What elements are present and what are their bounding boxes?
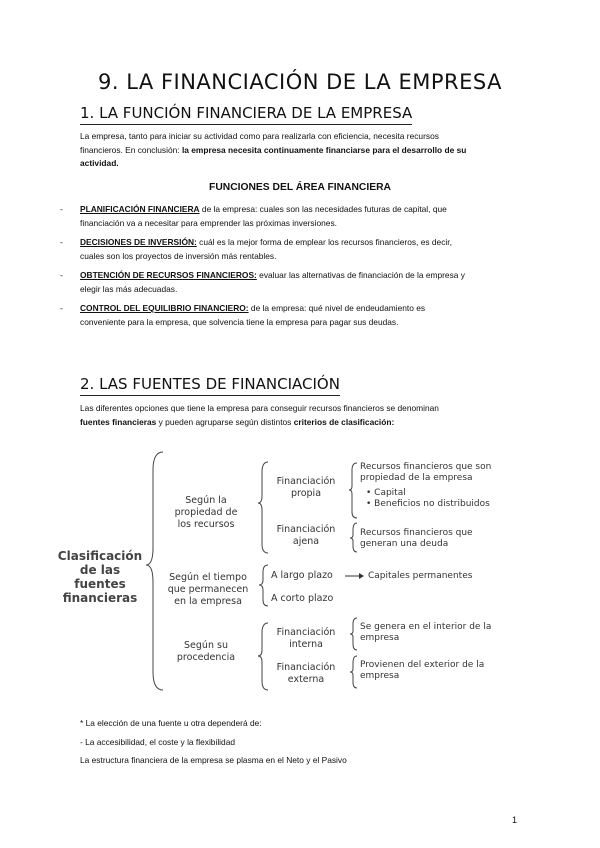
diagram-root: Clasificación de las fuentes financieras bbox=[57, 549, 143, 605]
type-largo-plazo: A largo plazo bbox=[271, 570, 333, 581]
desc-externa: Provienen del exterior de la empresa bbox=[360, 660, 485, 681]
section2-heading: 2. LAS FUENTES DE FINANCIACIÓN bbox=[80, 375, 340, 393]
intro-line: financieros. En conclusión: la empresa necesita continuamente financiarse para el desarrollo de su bbox=[80, 144, 467, 155]
functions-subheading: FUNCIONES DEL ÁREA FINANCIERA bbox=[209, 182, 391, 193]
brace-procedencia bbox=[258, 623, 268, 690]
criterion-tiempo: Según el tiempo que permanecen en la empresa bbox=[167, 572, 249, 607]
section1-heading: 1. LA FUNCIÓN FINANCIERA DE LA EMPRESA bbox=[80, 104, 412, 122]
arrow-largo-plazo bbox=[345, 573, 364, 579]
function-item: - OBTENCIÓN DE RECURSOS FINANCIEROS: evaluar las alternativas de financiación de la empresa y elegir las más adecuadas. bbox=[60, 270, 465, 294]
intro-line: actividad. bbox=[80, 158, 119, 168]
type-propia: Financiación propia bbox=[276, 476, 336, 499]
brace-externa bbox=[350, 656, 357, 688]
bullet-item: • Beneficios no distribuidos bbox=[366, 499, 490, 509]
function-item: - CONTROL DEL EQUILIBRIO FINANCIERO: de la empresa: qué nivel de endeudamiento es conveniente para la empresa, que solvencia tiene la empresa para pagar sus deudas. bbox=[60, 303, 426, 327]
note-line: La estructura financiera de la empresa se plasma en el Neto y el Pasivo bbox=[80, 755, 347, 765]
type-corto-plazo: A corto plazo bbox=[271, 593, 334, 604]
function-item: - DECISIONES DE INVERSIÓN: cuál es la mejor forma de emplear los recursos financieros, es decir, cuales son los proyectos de inversión más rentables. bbox=[60, 237, 452, 261]
desc-ajena: Recursos financieros que generan una deuda bbox=[360, 528, 473, 549]
function-item: - PLANIFICACIÓN FINANCIERA de la empresa: cuales son las necesidades futuras de capital, que financiación va a necesitar para emprender las próximas inversiones. bbox=[60, 204, 447, 228]
note-line: - La accesibilidad, el coste y la flexibilidad bbox=[80, 737, 236, 747]
desc-interna: Se genera en el interior de la empresa bbox=[360, 622, 492, 643]
bullet-item: • Capital bbox=[366, 488, 406, 498]
brace-tiempo bbox=[259, 565, 268, 606]
brace-propiedad bbox=[258, 462, 268, 553]
brace-interna bbox=[350, 618, 357, 650]
intro-line: fuentes financieras y pueden agruparse según distintos criterios de clasificación: bbox=[80, 416, 395, 427]
page-number: 1 bbox=[512, 815, 518, 825]
criterion-procedencia: Según su procedencia bbox=[176, 640, 236, 663]
page-title: 9. LA FINANCIACIÓN DE LA EMPRESA bbox=[98, 70, 502, 94]
intro-line: Las diferentes opciones que tiene la empresa para conseguir recursos financieros se denominan bbox=[80, 403, 439, 413]
criterion-propiedad: Según la propiedad de los recursos bbox=[174, 495, 238, 530]
desc-largo-plazo: Capitales permanentes bbox=[368, 571, 473, 581]
type-externa: Financiación externa bbox=[276, 662, 336, 685]
brace-ajena bbox=[350, 523, 357, 552]
type-interna: Financiación interna bbox=[276, 627, 336, 650]
intro-line: La empresa, tanto para iniciar su actividad como para realizarla con eficiencia, necesita recursos bbox=[80, 131, 439, 141]
note-line: * La elección de una fuente u otra dependerá de: bbox=[80, 718, 262, 728]
type-ajena: Financiación ajena bbox=[276, 524, 336, 547]
desc-propia: Recursos financieros que son propiedad de la empresa • Capital • Beneficios no distribuidos bbox=[360, 462, 510, 510]
brace-propia bbox=[349, 463, 357, 518]
